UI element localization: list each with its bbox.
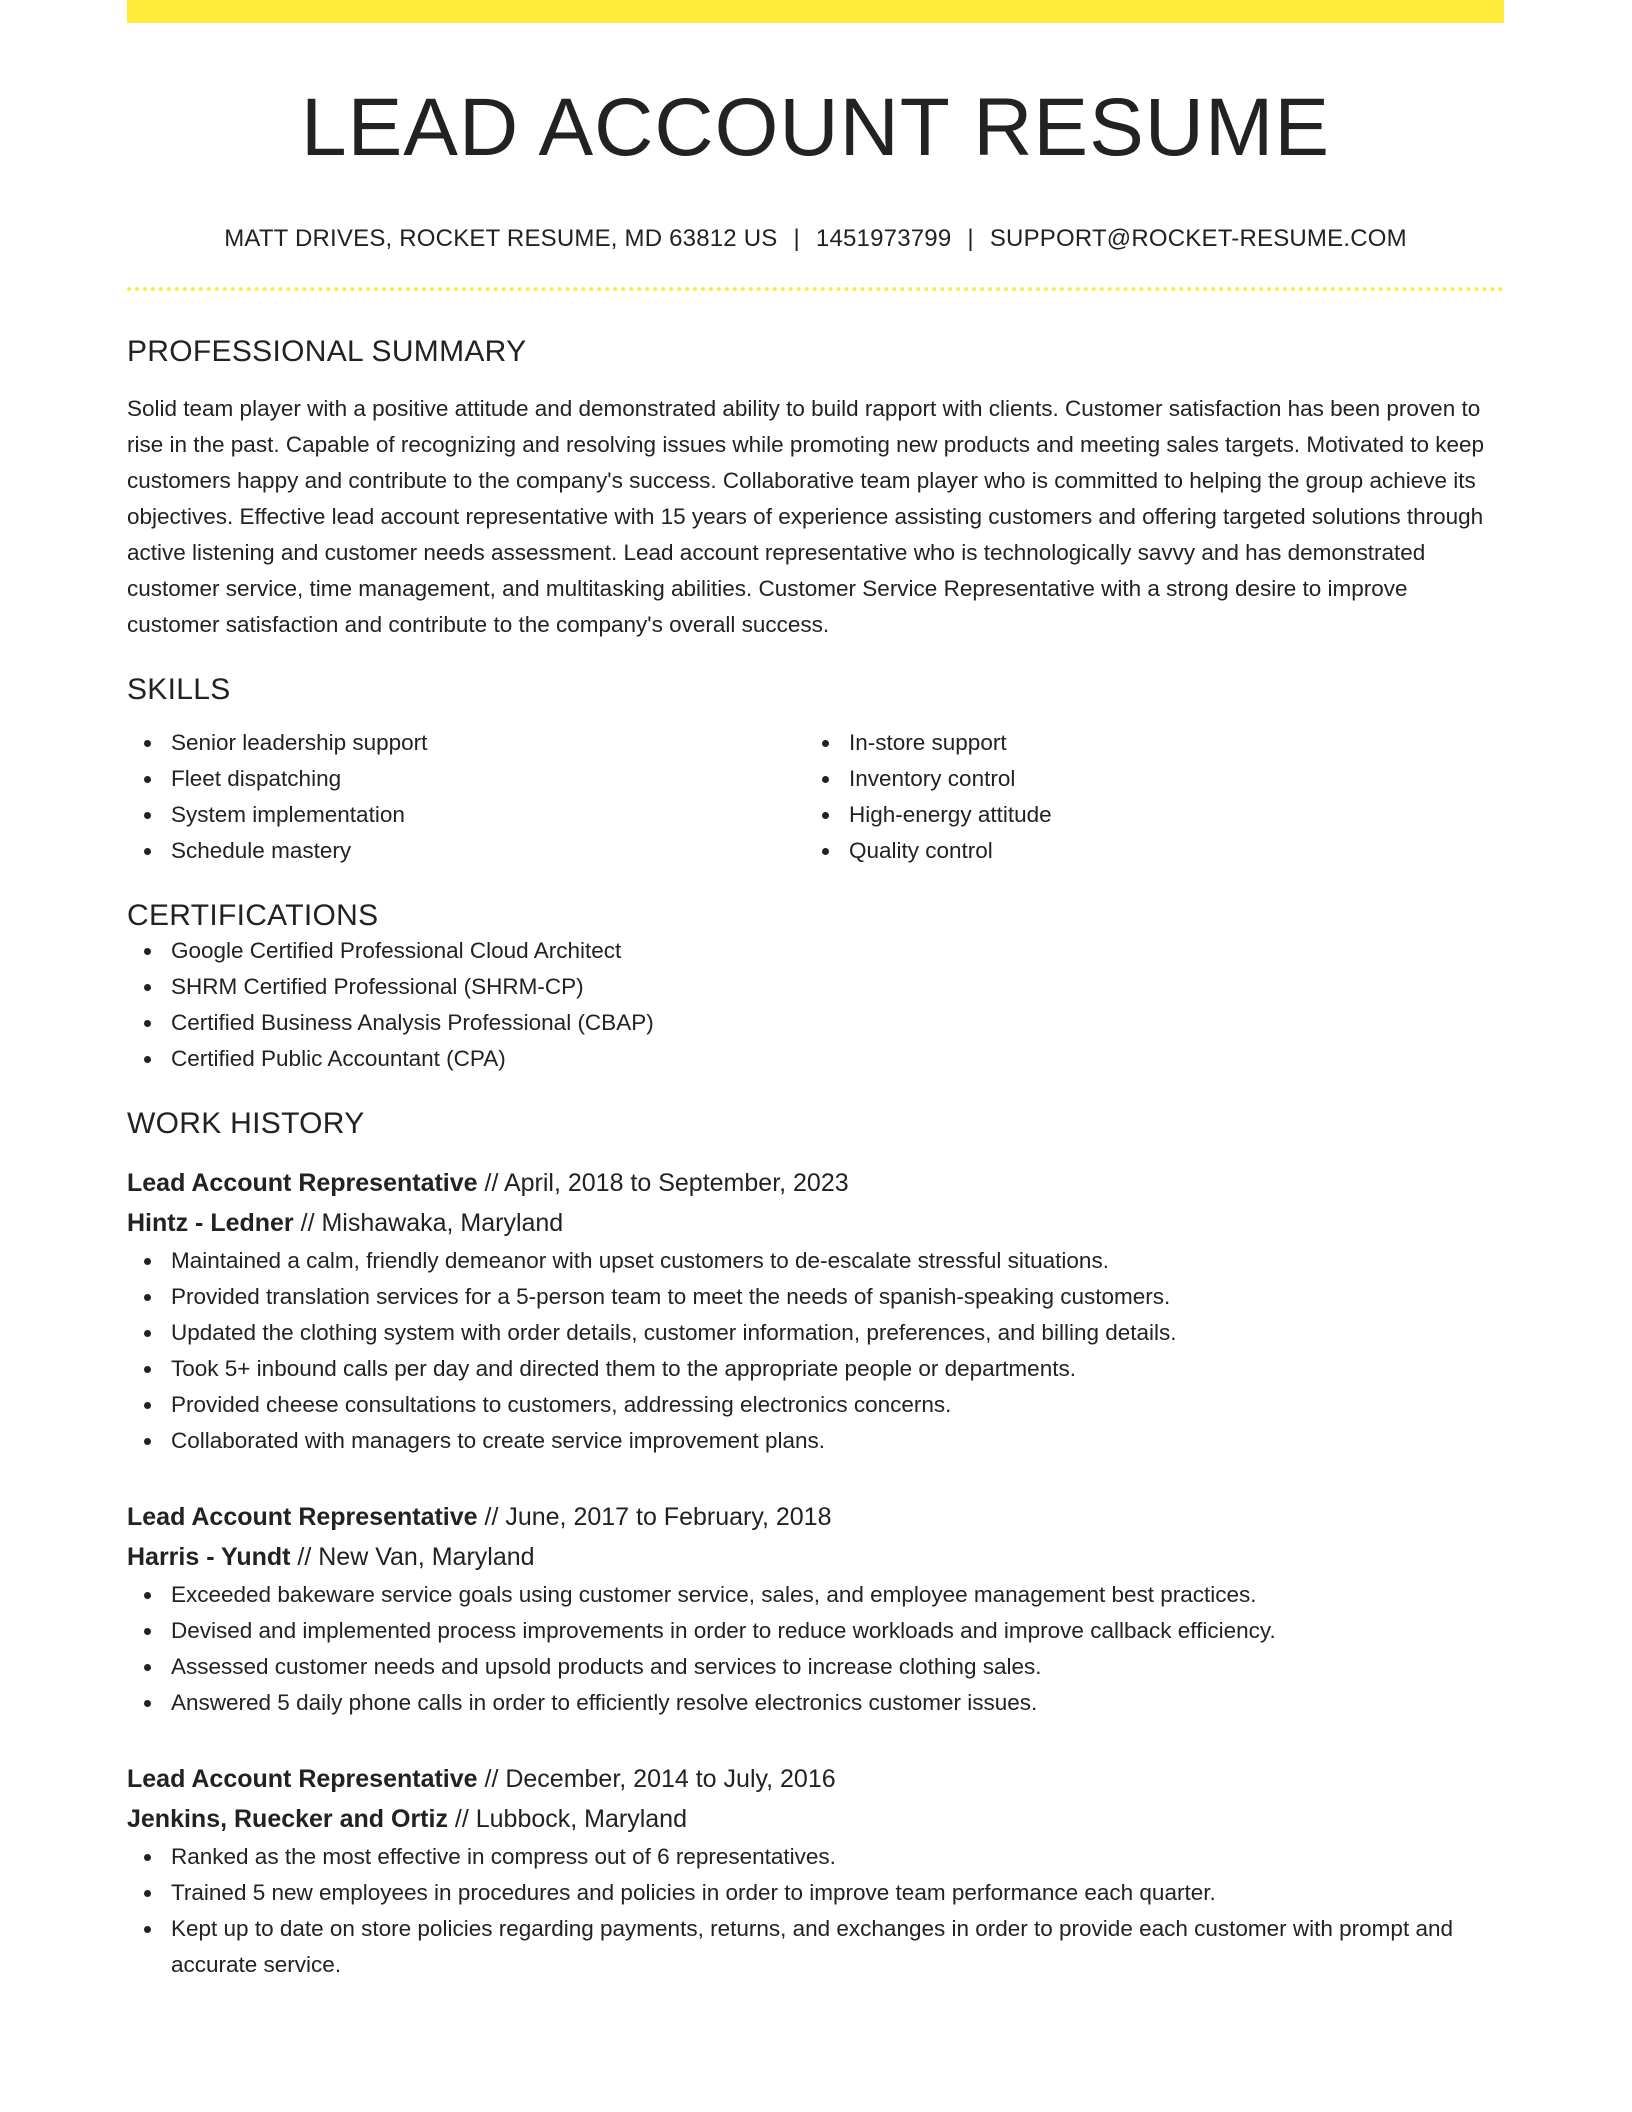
bullet-dot [144,776,151,783]
job-bullet [171,1387,1504,1423]
resume-page [127,0,1504,1983]
bullet-dot [144,812,151,819]
contact-address: MATT DRIVES, ROCKET RESUME, MD 63812 US [224,225,778,253]
job-bullet [171,1649,1504,1685]
bullet-dot [144,984,151,991]
bullet-dot [144,1330,151,1337]
job-title-line [127,1497,1504,1537]
skill-item-text: Fleet dispatching [171,766,342,792]
job-bullet [171,1243,1504,1279]
certification-item-text: Google Certified Professional Cloud Architect [171,938,622,964]
job-title: Lead Account Representative [127,1765,478,1794]
summary-text: Solid team player with a positive attitude and demonstrated ability to build rapport with clients. Customer satisfaction has been proven to rise in the past. Capable of recognizing and resolving issues while promoting new products and meeting sales targets. Motivated to keep customers happy and contribute to the company's success. Collaborative team player who is committed to helping the group achieve its objectives. Effective lead account representative with 15 years of experience assisting customers and offering targeted solutions through active listening and customer needs assessment. Lead account representative who is technologically savvy and has demonstrated customer service, time management, and multitasking abilities. Customer Service Representative with a strong desire to improve customer satisfaction and contribute to the company's overall success. [127,396,1485,638]
skill-item-text: Inventory control [849,766,1016,792]
skill-item [849,725,1483,761]
skill-item-text: Senior leadership support [171,730,428,756]
skill-item-text: In-store support [849,730,1007,756]
job-location: // Lubbock, Maryland [447,1805,687,1834]
bullet-dot [144,948,151,955]
job-bullet-text: Devised and implemented process improvements in order to reduce workloads and improve callback efficiency. [171,1618,1276,1644]
job-dates: // December, 2014 to July, 2016 [477,1765,836,1794]
bullet-dot [144,1402,151,1409]
skill-item [849,797,1483,833]
bullet-dot [144,1628,151,1635]
skill-item [849,761,1483,797]
bullet-dot [144,1258,151,1265]
job-company: Harris - Yundt [127,1543,291,1572]
bullet-dot [144,1592,151,1599]
job-bullet-text: Provided cheese consultations to customers, addressing electronics concerns. [171,1392,952,1418]
job-company: Jenkins, Ruecker and Ortiz [127,1805,448,1834]
resume-title: LEAD ACCOUNT RESUME [300,82,1331,173]
certification-item-text: Certified Public Accountant (CPA) [171,1046,506,1072]
job-bullet [171,1613,1504,1649]
job-entry [127,1497,1504,1721]
job-bullet [171,1423,1504,1459]
skill-item-text: High-energy attitude [849,802,1052,828]
bullet-dot [144,740,151,747]
certification-item [171,1041,1504,1077]
contact-email: SUPPORT@ROCKET-RESUME.COM [989,225,1407,253]
contact-line [127,225,1504,253]
work-history-heading: WORK HISTORY [127,1107,365,1141]
job-bullets [127,1243,1504,1459]
job-title: Lead Account Representative [127,1169,478,1198]
job-bullet [171,1351,1504,1387]
bullet-dot [822,776,829,783]
skills-grid [127,725,1504,869]
skills-column-right [805,725,1483,869]
skill-item [171,797,805,833]
job-bullet-text: Maintained a calm, friendly demeanor with upset customers to de-escalate stressful situations. [171,1248,1109,1274]
job-entry [127,1759,1504,1983]
certification-item [171,1005,1504,1041]
skill-item-text: Quality control [849,838,993,864]
bullet-dot [144,1020,151,1027]
job-title-line [127,1163,1504,1203]
skill-item-text: System implementation [171,802,405,828]
certification-item [171,933,1504,969]
bullet-dot [822,812,829,819]
job-bullet-text: Provided translation services for a 5-person team to meet the needs of spanish-speaking customers. [171,1284,1171,1310]
skills-list-left [127,725,805,869]
job-bullet [171,1875,1504,1911]
skill-item [171,761,805,797]
job-company-line [127,1203,1504,1243]
bullet-dot [144,1294,151,1301]
job-dates: // April, 2018 to September, 2023 [477,1169,849,1198]
bullet-dot [822,740,829,747]
job-bullet-text: Assessed customer needs and upsold products and services to increase clothing sales. [171,1654,1042,1680]
job-title: Lead Account Representative [127,1503,478,1532]
job-location: // New Van, Maryland [290,1543,535,1572]
job-bullet [171,1839,1504,1875]
bullet-dot [144,848,151,855]
job-entry [127,1163,1504,1459]
certification-item-text: Certified Business Analysis Professional (CBAP) [171,1010,654,1036]
skill-item [171,833,805,869]
job-title-line [127,1759,1504,1799]
bullet-dot [144,1366,151,1373]
accent-bar [127,0,1504,23]
certification-item [171,969,1504,1005]
bullet-dot [144,1700,151,1707]
job-bullet-text: Answered 5 daily phone calls in order to efficiently resolve electronics customer issues. [171,1690,1038,1716]
skill-item [849,833,1483,869]
bullet-dot [144,1664,151,1671]
job-location: // Mishawaka, Maryland [293,1209,564,1238]
job-dates: // June, 2017 to February, 2018 [477,1503,832,1532]
bullet-dot [144,1056,151,1063]
job-bullet [171,1279,1504,1315]
skill-item-text: Schedule mastery [171,838,352,864]
job-bullet-text: Trained 5 new employees in procedures and policies in order to improve team performance each quarter. [171,1880,1216,1906]
job-bullet-text: Updated the clothing system with order details, customer information, preferences, and billing details. [171,1320,1177,1346]
skills-list-right [805,725,1483,869]
contact-phone: 1451973799 [815,225,952,253]
skills-heading: SKILLS [127,673,231,707]
job-bullets [127,1839,1504,1983]
job-bullets [127,1577,1504,1721]
job-company-line [127,1799,1504,1839]
skills-column-left [127,725,805,869]
bullet-dot [144,1438,151,1445]
job-bullet-text: Collaborated with managers to create service improvement plans. [171,1428,826,1454]
contact-separator: | [967,225,974,253]
contact-separator: | [793,225,800,253]
job-bullet [171,1911,1504,1983]
job-bullet-text: Took 5+ inbound calls per day and directed them to the appropriate people or departments. [171,1356,1076,1382]
job-bullet [171,1577,1504,1613]
summary-heading: PROFESSIONAL SUMMARY [127,335,527,369]
job-bullet [171,1315,1504,1351]
bullet-dot [822,848,829,855]
job-bullet-text: Ranked as the most effective in compress out of 6 representatives. [171,1844,836,1870]
certifications-list [127,933,1504,1077]
dotted-divider [127,287,1504,291]
skill-item [171,725,805,761]
job-bullet [171,1685,1504,1721]
job-bullet-text: Exceeded bakeware service goals using customer service, sales, and employee management best practices. [171,1582,1257,1608]
bullet-dot [144,1926,151,1933]
certifications-heading: CERTIFICATIONS [127,899,379,933]
job-company-line [127,1537,1504,1577]
certification-item-text: SHRM Certified Professional (SHRM-CP) [171,974,584,1000]
work-history-list [127,1163,1504,1983]
bullet-dot [144,1854,151,1861]
job-bullet-text: Kept up to date on store policies regarding payments, returns, and exchanges in order to provide each customer with prompt and accurate service. [171,1916,1453,1978]
bullet-dot [144,1890,151,1897]
job-company: Hintz - Ledner [127,1209,294,1238]
